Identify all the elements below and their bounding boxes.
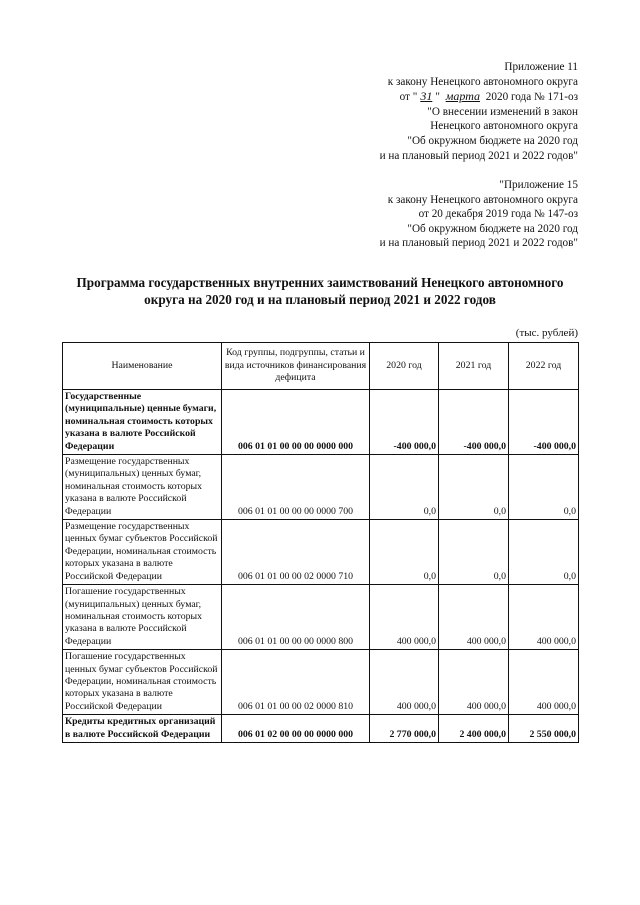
row-2020: 400 000,0 bbox=[370, 650, 439, 715]
row-code: 006 01 01 00 00 00 0000 700 bbox=[222, 455, 370, 520]
table-row bbox=[63, 390, 579, 455]
table-row bbox=[63, 520, 579, 585]
row-2021: 0,0 bbox=[439, 520, 509, 585]
row-2022: 0,0 bbox=[509, 520, 579, 585]
table-row bbox=[63, 715, 579, 743]
row-2021: 400 000,0 bbox=[439, 585, 509, 650]
row-2022: 400 000,0 bbox=[509, 585, 579, 650]
header-2021: 2021 год bbox=[439, 343, 509, 390]
handwritten-day: 31 bbox=[420, 89, 433, 104]
appendix-11-header bbox=[380, 60, 578, 163]
table-header-row bbox=[63, 343, 579, 390]
row-name: Государственные (муниципальные) ценные бумаги, номинальная стоимость которых указана в валюте Российской Федерации bbox=[63, 390, 222, 455]
appendix-11-date-line: от " 31 " марта 2020 года № 171-оз bbox=[399, 89, 578, 104]
row-2022: -400 000,0 bbox=[509, 390, 579, 455]
appendix-15-header bbox=[380, 178, 578, 251]
table-row bbox=[63, 585, 579, 650]
row-code: 006 01 01 00 00 00 0000 000 bbox=[222, 390, 370, 455]
document-title: Программа государственных внутренних заимствований Ненецкого автономного округа на 2020 год и на плановый период 2021 и 2022 годов bbox=[76, 275, 564, 307]
appendix-15-line: "Об окружном бюджете на 2020 год bbox=[407, 222, 578, 235]
appendix-11-line: "Об окружном бюджете на 2020 год bbox=[407, 134, 578, 147]
row-code: 006 01 01 00 00 02 0000 710 bbox=[222, 520, 370, 585]
appendix-15-line: и на плановый период 2021 и 2022 годов" bbox=[379, 237, 578, 250]
appendix-11-line: "О внесении изменений в закон bbox=[427, 105, 578, 118]
row-2021: -400 000,0 bbox=[439, 390, 509, 455]
header-name: Наименование bbox=[63, 343, 222, 390]
row-name: Погашение государственных ценных бумаг субъектов Российской Федерации, номинальная стоимость которых указана в валюте Российской Федерации bbox=[63, 650, 222, 715]
appendix-11-line: Ненецкого автономного округа bbox=[430, 120, 578, 133]
row-code: 006 01 01 00 00 02 0000 810 bbox=[222, 650, 370, 715]
row-code: 006 01 02 00 00 00 0000 000 bbox=[222, 715, 370, 743]
row-2020: 0,0 bbox=[370, 520, 439, 585]
row-2022: 2 550 000,0 bbox=[509, 715, 579, 743]
header-2022: 2022 год bbox=[509, 343, 579, 390]
row-name: Кредиты кредитных организаций в валюте Российской Федерации bbox=[63, 715, 222, 743]
row-2020: 2 770 000,0 bbox=[370, 715, 439, 743]
appendix-15-line: к закону Ненецкого автономного округа bbox=[387, 193, 578, 206]
row-name: Размещение государственных ценных бумаг субъектов Российской Федерации, номинальная стоимость которых указана в валюте Российской Федерации bbox=[63, 520, 222, 585]
row-2022: 0,0 bbox=[509, 455, 579, 520]
table-row bbox=[63, 455, 579, 520]
header-2020: 2020 год bbox=[370, 343, 439, 390]
table-row bbox=[63, 650, 579, 715]
row-2021: 400 000,0 bbox=[439, 650, 509, 715]
units-label: (тыс. рублей) bbox=[515, 327, 578, 339]
row-2021: 2 400 000,0 bbox=[439, 715, 509, 743]
row-2021: 0,0 bbox=[439, 455, 509, 520]
row-2020: 0,0 bbox=[370, 455, 439, 520]
handwritten-month: марта bbox=[445, 89, 480, 104]
row-name: Погашение государственных (муниципальных) ценных бумаг, номинальная стоимость которых указана в валюте Российской Федерации bbox=[63, 585, 222, 650]
borrowing-program-table bbox=[62, 342, 579, 743]
row-2022: 400 000,0 bbox=[509, 650, 579, 715]
appendix-11-line: и на плановый период 2021 и 2022 годов" bbox=[379, 149, 578, 162]
row-2020: 400 000,0 bbox=[370, 585, 439, 650]
row-2020: -400 000,0 bbox=[370, 390, 439, 455]
header-code: Код группы, подгруппы, статьи и вида источников финансирования дефицита bbox=[222, 343, 370, 390]
appendix-11-line: Приложение 11 bbox=[504, 61, 578, 73]
appendix-15-line: от 20 декабря 2019 года № 147-оз bbox=[418, 208, 578, 221]
row-code: 006 01 01 00 00 00 0000 800 bbox=[222, 585, 370, 650]
appendix-15-line: "Приложение 15 bbox=[499, 179, 578, 191]
appendix-11-line: к закону Ненецкого автономного округа bbox=[387, 75, 578, 88]
row-name: Размещение государственных (муниципальных) ценных бумаг, номинальная стоимость которых указана в валюте Российской Федерации bbox=[63, 455, 222, 520]
